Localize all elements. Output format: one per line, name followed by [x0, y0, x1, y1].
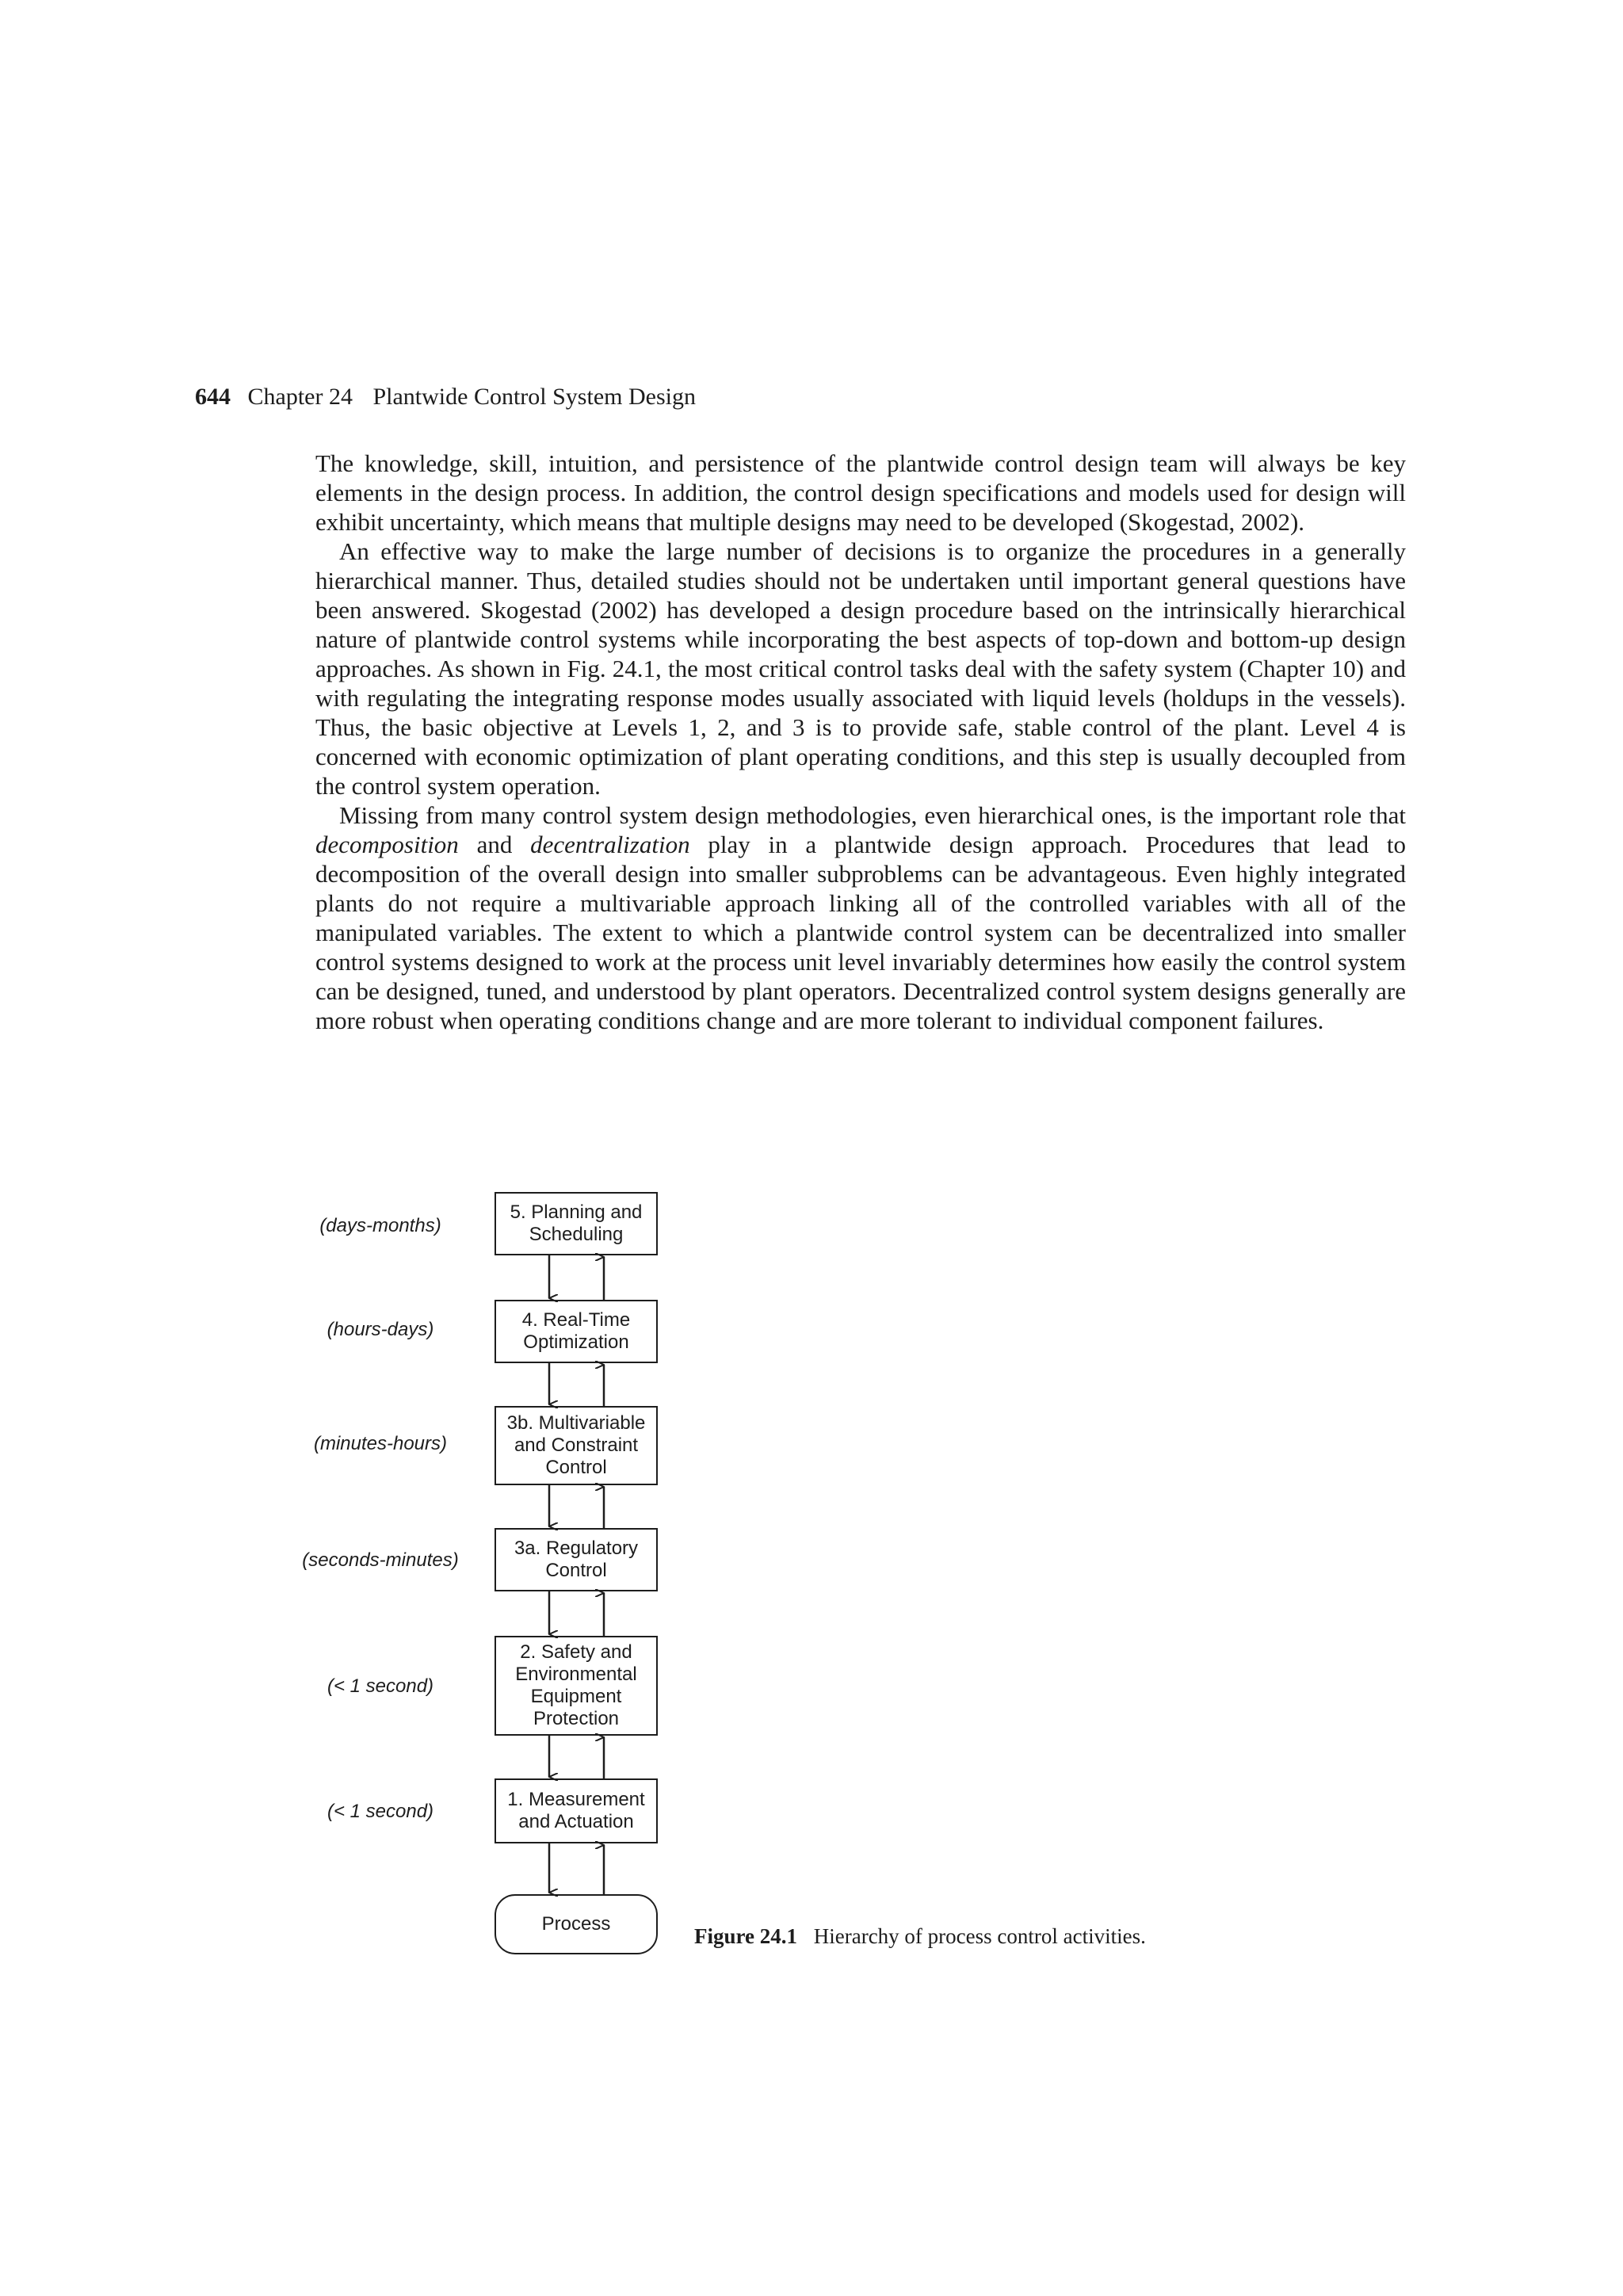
level-1-box: 1. Measurement and Actuation	[495, 1778, 658, 1843]
time-label-level-1: (< 1 second)	[327, 1801, 434, 1822]
caption-text: Hierarchy of process control activities.	[813, 1924, 1146, 1948]
figure-number: Figure 24.1	[694, 1924, 797, 1948]
time-label-level-3b: (minutes-hours)	[313, 1433, 448, 1454]
time-label-level-3a: (seconds-minutes)	[302, 1549, 459, 1571]
process-box: Process	[495, 1894, 658, 1954]
level-5-box: 5. Planning and Scheduling	[495, 1192, 658, 1255]
emphasis-decentralization: decentralization	[530, 831, 690, 858]
level-4-box: 4. Real-Time Optimization	[495, 1300, 658, 1363]
emphasis-decomposition: decomposition	[315, 831, 459, 858]
chapter-label: Chapter 24	[247, 384, 353, 410]
paragraph-1: The knowledge, skill, intuition, and persistence of the plantwide control design team will always be key elements in the design process. In addition, the control design specifications and models used for design will exhibit uncertainty, which means that multiple designs may need to be developed (Skogestad, 2002).	[315, 449, 1406, 536]
running-header	[195, 384, 696, 411]
chapter-title: Plantwide Control System Design	[372, 384, 696, 410]
time-label-level-4: (hours-days)	[327, 1319, 434, 1340]
page-number: 644	[195, 384, 231, 410]
time-label-level-5: (days-months)	[319, 1215, 441, 1236]
level-3b-box: 3b. Multivariable and Constraint Control	[495, 1406, 658, 1485]
figure-caption	[694, 1924, 1146, 1949]
paragraph-3: Missing from many control system design methodologies, even hierarchical ones, is the important role that decomposition and decentralization play in a plantwide design approach. Procedures that lead to decomposition of the overall design into smaller subproblems can be advantageous. Even highly integrated plants do not require a multivariable approach linking all of the controlled variables with all of the manipulated variables. The extent to which a plantwide control system can be decentralized into smaller control systems designed to work at the process unit level invariably determines how easily the control system can be designed, tuned, and understood by plant operators. Decentralized control system designs generally are more robust when operating conditions change and are more tolerant to individual component failures.	[315, 801, 1406, 1034]
paragraph-2: An effective way to make the large number of decisions is to organize the procedures in a generally hierarchical manner. Thus, detailed studies should not be undertaken until important general questions have been answered. Skogestad (2002) has developed a design procedure based on the intrinsically hierarchical nature of plantwide control systems while incorporating the best aspects of top-down and bottom-up design approaches. As shown in Fig. 24.1, the most critical control tasks deal with the safety system (Chapter 10) and with regulating the integrating response modes usually associated with liquid levels (holdups in the vessels). Thus, the basic objective at Levels 1, 2, and 3 is to provide safe, stable control of the plant. Level 4 is concerned with economic optimization of plant operating conditions, and this step is usually decoupled from the control system operation.	[315, 537, 1406, 800]
level-3a-box: 3a. Regulatory Control	[495, 1528, 658, 1591]
level-2-box: 2. Safety and Environmental Equipment Protection	[495, 1636, 658, 1736]
time-label-level-2: (< 1 second)	[327, 1675, 434, 1697]
body-text	[315, 449, 1406, 1035]
